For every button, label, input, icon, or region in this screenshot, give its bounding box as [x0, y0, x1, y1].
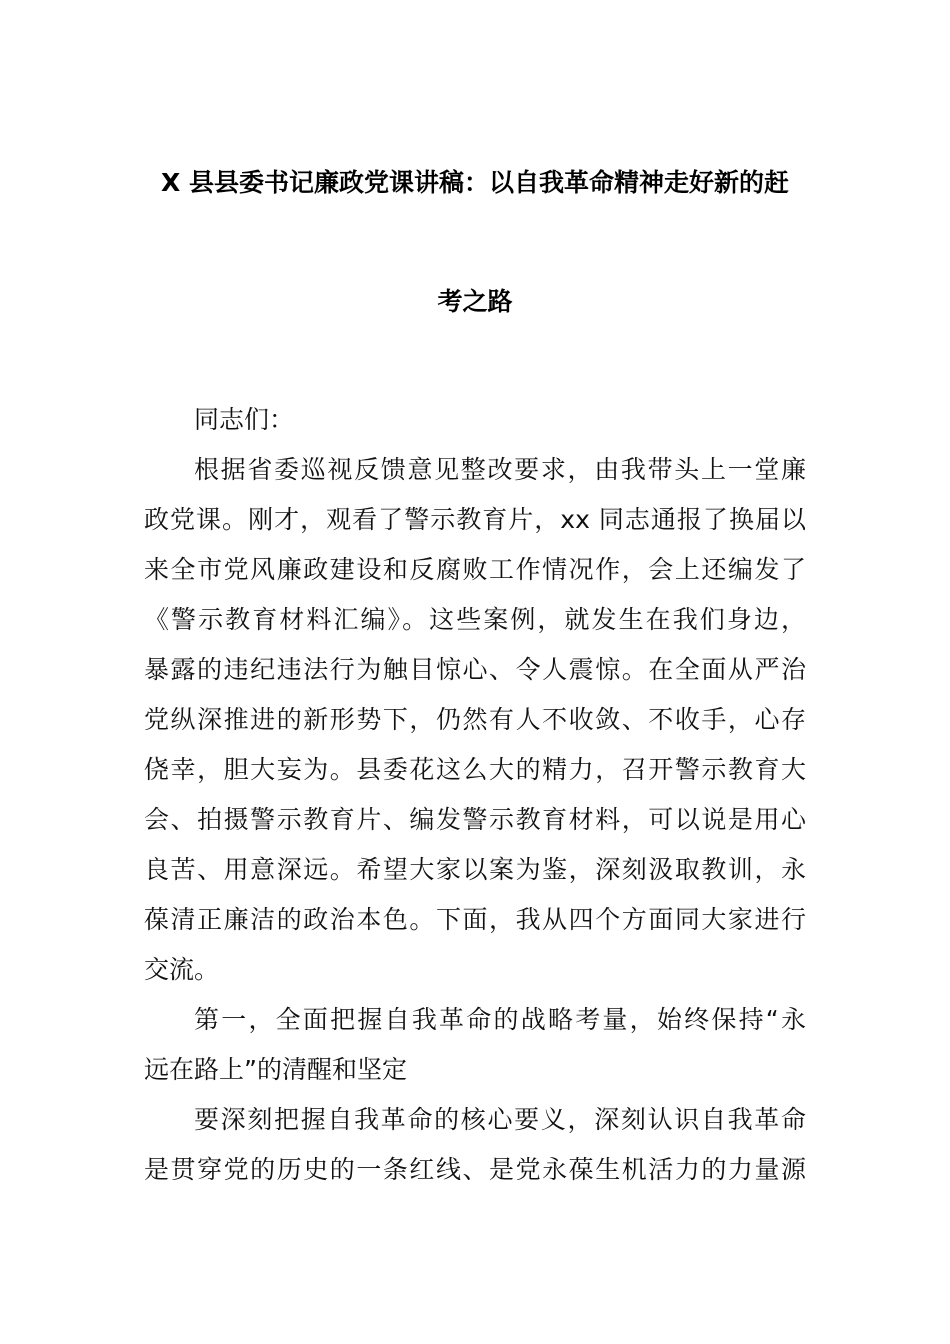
paragraph-1-line-8: 会、拍摄警示教育片、编发警示教育材料，可以说是用心 [144, 805, 806, 834]
heading-1-line-2: 远在路上”的清醒和坚定 [144, 1055, 407, 1084]
document-title-line-2: 考之路 [437, 287, 513, 316]
paragraph-1-line-6: 党纵深推进的新形势下，仍然有人不收敛、不收手，心存 [144, 705, 806, 734]
paragraph-1-line-5: 暴露的违纪违法行为触目惊心、令人震惊。在全面从严治 [144, 655, 806, 684]
paragraph-1-line-11: 交流。 [144, 955, 220, 984]
paragraph-1-line-2: 政党课。刚才，观看了警示教育片，xx 同志通报了换届以 [144, 505, 806, 534]
heading-1-line-1: 第一，全面把握自我革命的战略考量，始终保持“永 [194, 1005, 806, 1034]
paragraph-1-line-3: 来全市党风廉政建设和反腐败工作情况作，会上还编发了 [144, 555, 806, 584]
paragraph-2-line-2: 是贯穿党的历史的一条红线、是党永葆生机活力的力量源 [144, 1155, 806, 1184]
document-title-line-1: X 县县委书记廉政党课讲稿：以自我革命精神走好新的赶 [161, 168, 789, 197]
paragraph-1-line-10: 葆清正廉洁的政治本色。下面，我从四个方面同大家进行 [144, 905, 806, 934]
paragraph-2-line-1: 要深刻把握自我革命的核心要义，深刻认识自我革命 [194, 1105, 806, 1134]
paragraph-1-line-9: 良苦、用意深远。希望大家以案为鉴，深刻汲取教训，永 [144, 855, 806, 884]
paragraph-1-line-7: 侥幸，胆大妄为。县委花这么大的精力，召开警示教育大 [144, 755, 806, 784]
paragraph-1-line-1: 根据省委巡视反馈意见整改要求，由我带头上一堂廉 [194, 455, 806, 484]
salutation: 同志们： [194, 405, 295, 434]
paragraph-1-line-4: 《警示教育材料汇编》。这些案例，就发生在我们身边， [144, 605, 806, 634]
